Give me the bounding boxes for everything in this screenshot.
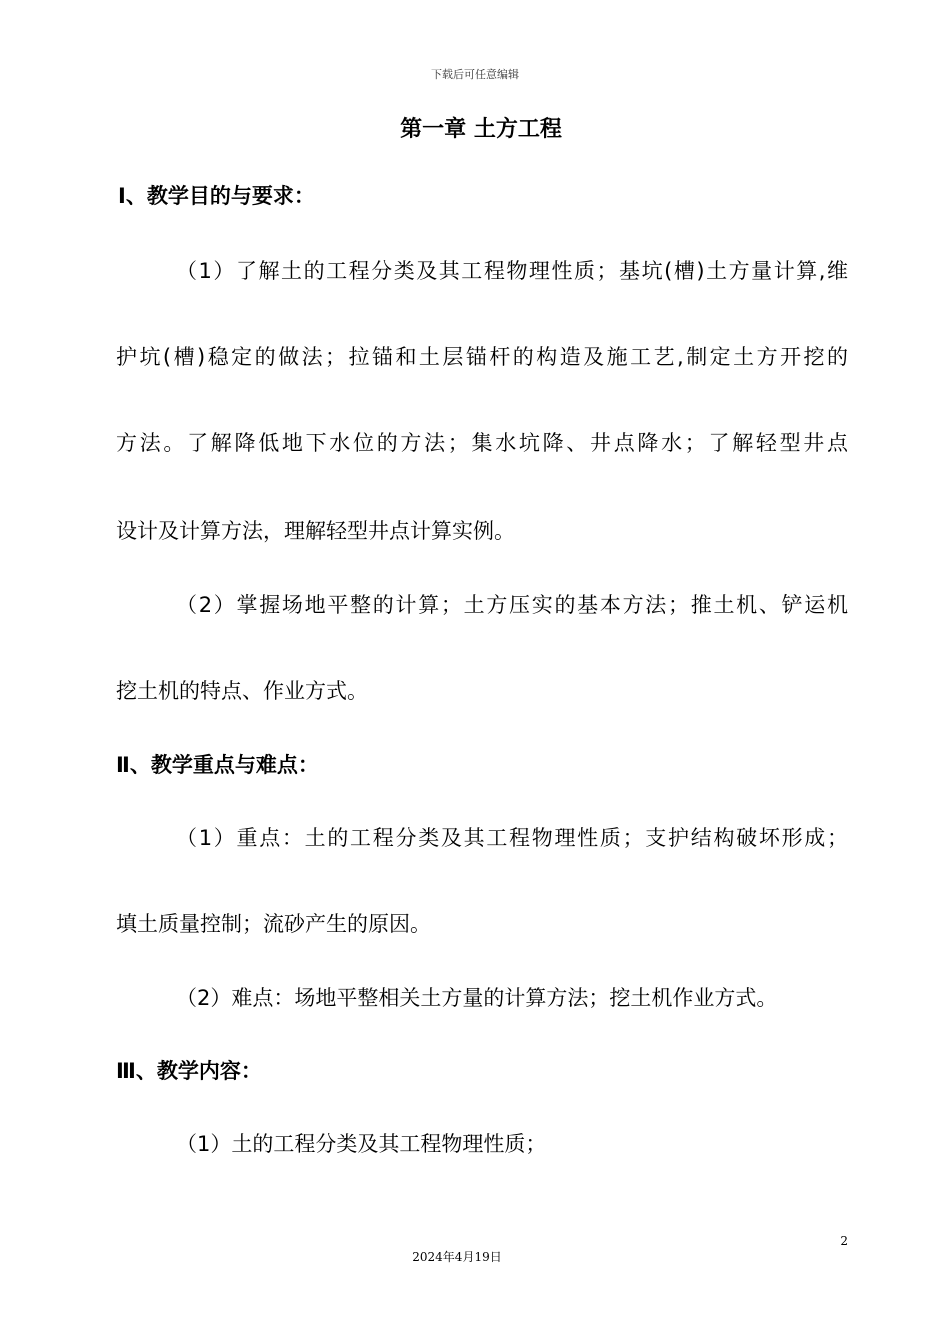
chapter-title: 第一章 土方工程 bbox=[400, 117, 562, 142]
section-heading-content: Ⅲ、教学内容： bbox=[116, 1059, 262, 1083]
paragraph-line: 护坑(槽)稳定的做法；拉锚和土层锚杆的构造及施工艺,制定土方开挖的 bbox=[116, 345, 848, 369]
paragraph-line: 填土质量控制；流砂产生的原因。 bbox=[116, 912, 431, 936]
paragraph-line: （1）了解土的工程分类及其工程物理性质；基坑(槽)土方量计算,维 bbox=[176, 259, 848, 283]
paragraph-line: 方法。了解降低地下水位的方法；集水坑降、井点降水；了解轻型井点 bbox=[116, 431, 848, 455]
page-footer-date: 2024年4月19日 bbox=[412, 1250, 502, 1264]
paragraph-line: （2）难点：场地平整相关土方量的计算方法；挖土机作业方式。 bbox=[176, 986, 778, 1010]
section-heading-objectives: Ⅰ、教学目的与要求： bbox=[118, 184, 315, 208]
paragraph-line: （2）掌握场地平整的计算；土方压实的基本方法；推土机、铲运机 bbox=[176, 593, 848, 617]
paragraph-line: 挖土机的特点、作业方式。 bbox=[116, 679, 368, 703]
section-heading-key-points: Ⅱ、教学重点与难点： bbox=[116, 753, 319, 777]
paragraph-line: 设计及计算方法，理解轻型井点计算实例。 bbox=[116, 519, 515, 543]
page-number: 2 bbox=[840, 1234, 848, 1248]
page-header: 下载后可任意编辑 bbox=[431, 68, 519, 81]
paragraph-line: （1）土的工程分类及其工程物理性质； bbox=[176, 1132, 547, 1156]
paragraph-line: （1）重点：土的工程分类及其工程物理性质；支护结构破坏形成； bbox=[176, 826, 848, 850]
